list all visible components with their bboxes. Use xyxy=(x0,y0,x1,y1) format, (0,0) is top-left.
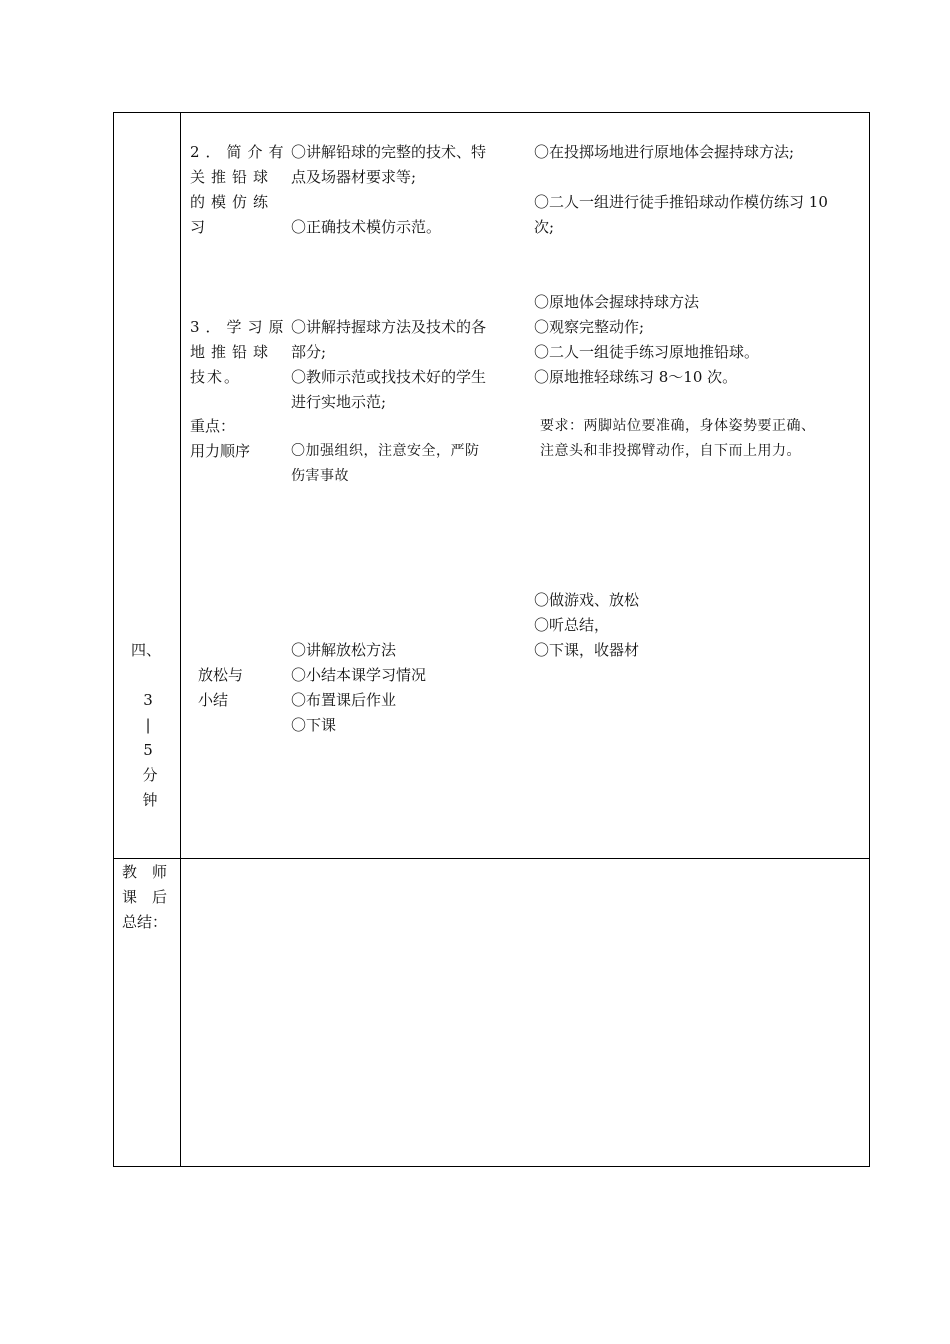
content-line: 放松与 xyxy=(198,666,244,684)
row-divider xyxy=(113,858,870,859)
duration-char: 分 xyxy=(142,766,158,784)
student-line: 〇下课，收器材 xyxy=(534,641,640,659)
teacher-line: 〇布置课后作业 xyxy=(291,691,397,709)
teacher-line: 部分; xyxy=(291,343,327,361)
key-point-label: 重点： xyxy=(190,417,236,435)
column-divider xyxy=(180,112,181,1167)
summary-label: 总结： xyxy=(122,913,168,931)
duration-char: | xyxy=(145,716,151,734)
duration-char: 3 xyxy=(143,691,153,709)
student-line: 〇原地推轻球练习 8～10 次。 xyxy=(534,368,738,386)
teacher-line: 〇教师示范或找技术好的学生 xyxy=(291,368,487,386)
teacher-line: 〇加强组织，注意安全，严防 xyxy=(291,443,480,459)
teacher-line: 伤害事故 xyxy=(291,468,349,484)
duration-char: 5 xyxy=(143,741,153,759)
summary-content-area[interactable] xyxy=(188,866,862,1159)
content-line: 的模仿练 xyxy=(190,193,275,211)
content-line: 3．学习原 xyxy=(190,318,290,336)
content-line: 地推铅球 xyxy=(190,343,275,361)
duration-char: 钟 xyxy=(142,791,158,809)
teacher-line: 〇正确技术模仿示范。 xyxy=(291,218,442,236)
teacher-line: 〇讲解持握球方法及技术的各 xyxy=(291,318,487,336)
student-line: 〇观察完整动作; xyxy=(534,318,645,336)
content-line: 关推铅球 xyxy=(190,168,275,186)
student-line: 〇二人一组进行徒手推铅球动作模仿练习 10 xyxy=(534,193,828,211)
teacher-line: 〇下课 xyxy=(291,716,337,734)
student-line: 〇原地体会握球持球方法 xyxy=(534,293,700,311)
requirement-line: 要求：两脚站位要准确，身体姿势要正确、 xyxy=(540,418,816,434)
student-line: 〇做游戏、放松 xyxy=(534,591,640,609)
teacher-line: 进行实地示范; xyxy=(291,393,387,411)
student-line: 次; xyxy=(534,218,555,236)
student-line: 〇在投掷场地进行原地体会握持球方法; xyxy=(534,143,795,161)
content-line: 习 xyxy=(190,218,206,236)
student-line: 〇二人一组徒手练习原地推铅球。 xyxy=(534,343,760,361)
key-point-value: 用力顺序 xyxy=(190,442,251,460)
requirement-line: 注意头和非投掷臂动作，自下而上用力。 xyxy=(540,443,801,459)
summary-label: 课 后 xyxy=(122,888,168,906)
teacher-line: 〇小结本课学习情况 xyxy=(291,666,427,684)
student-line: 〇听总结， xyxy=(534,616,610,634)
content-line: 小结 xyxy=(198,691,229,709)
content-line: 2．简介有 xyxy=(190,143,290,161)
section-label: 四、 xyxy=(131,641,162,659)
teacher-line: 点及场器材要求等; xyxy=(291,168,417,186)
summary-label: 教 师 xyxy=(122,863,168,881)
teacher-line: 〇讲解铅球的完整的技术、特 xyxy=(291,143,487,161)
teacher-line: 〇讲解放松方法 xyxy=(291,641,397,659)
content-line: 技术。 xyxy=(190,368,242,386)
